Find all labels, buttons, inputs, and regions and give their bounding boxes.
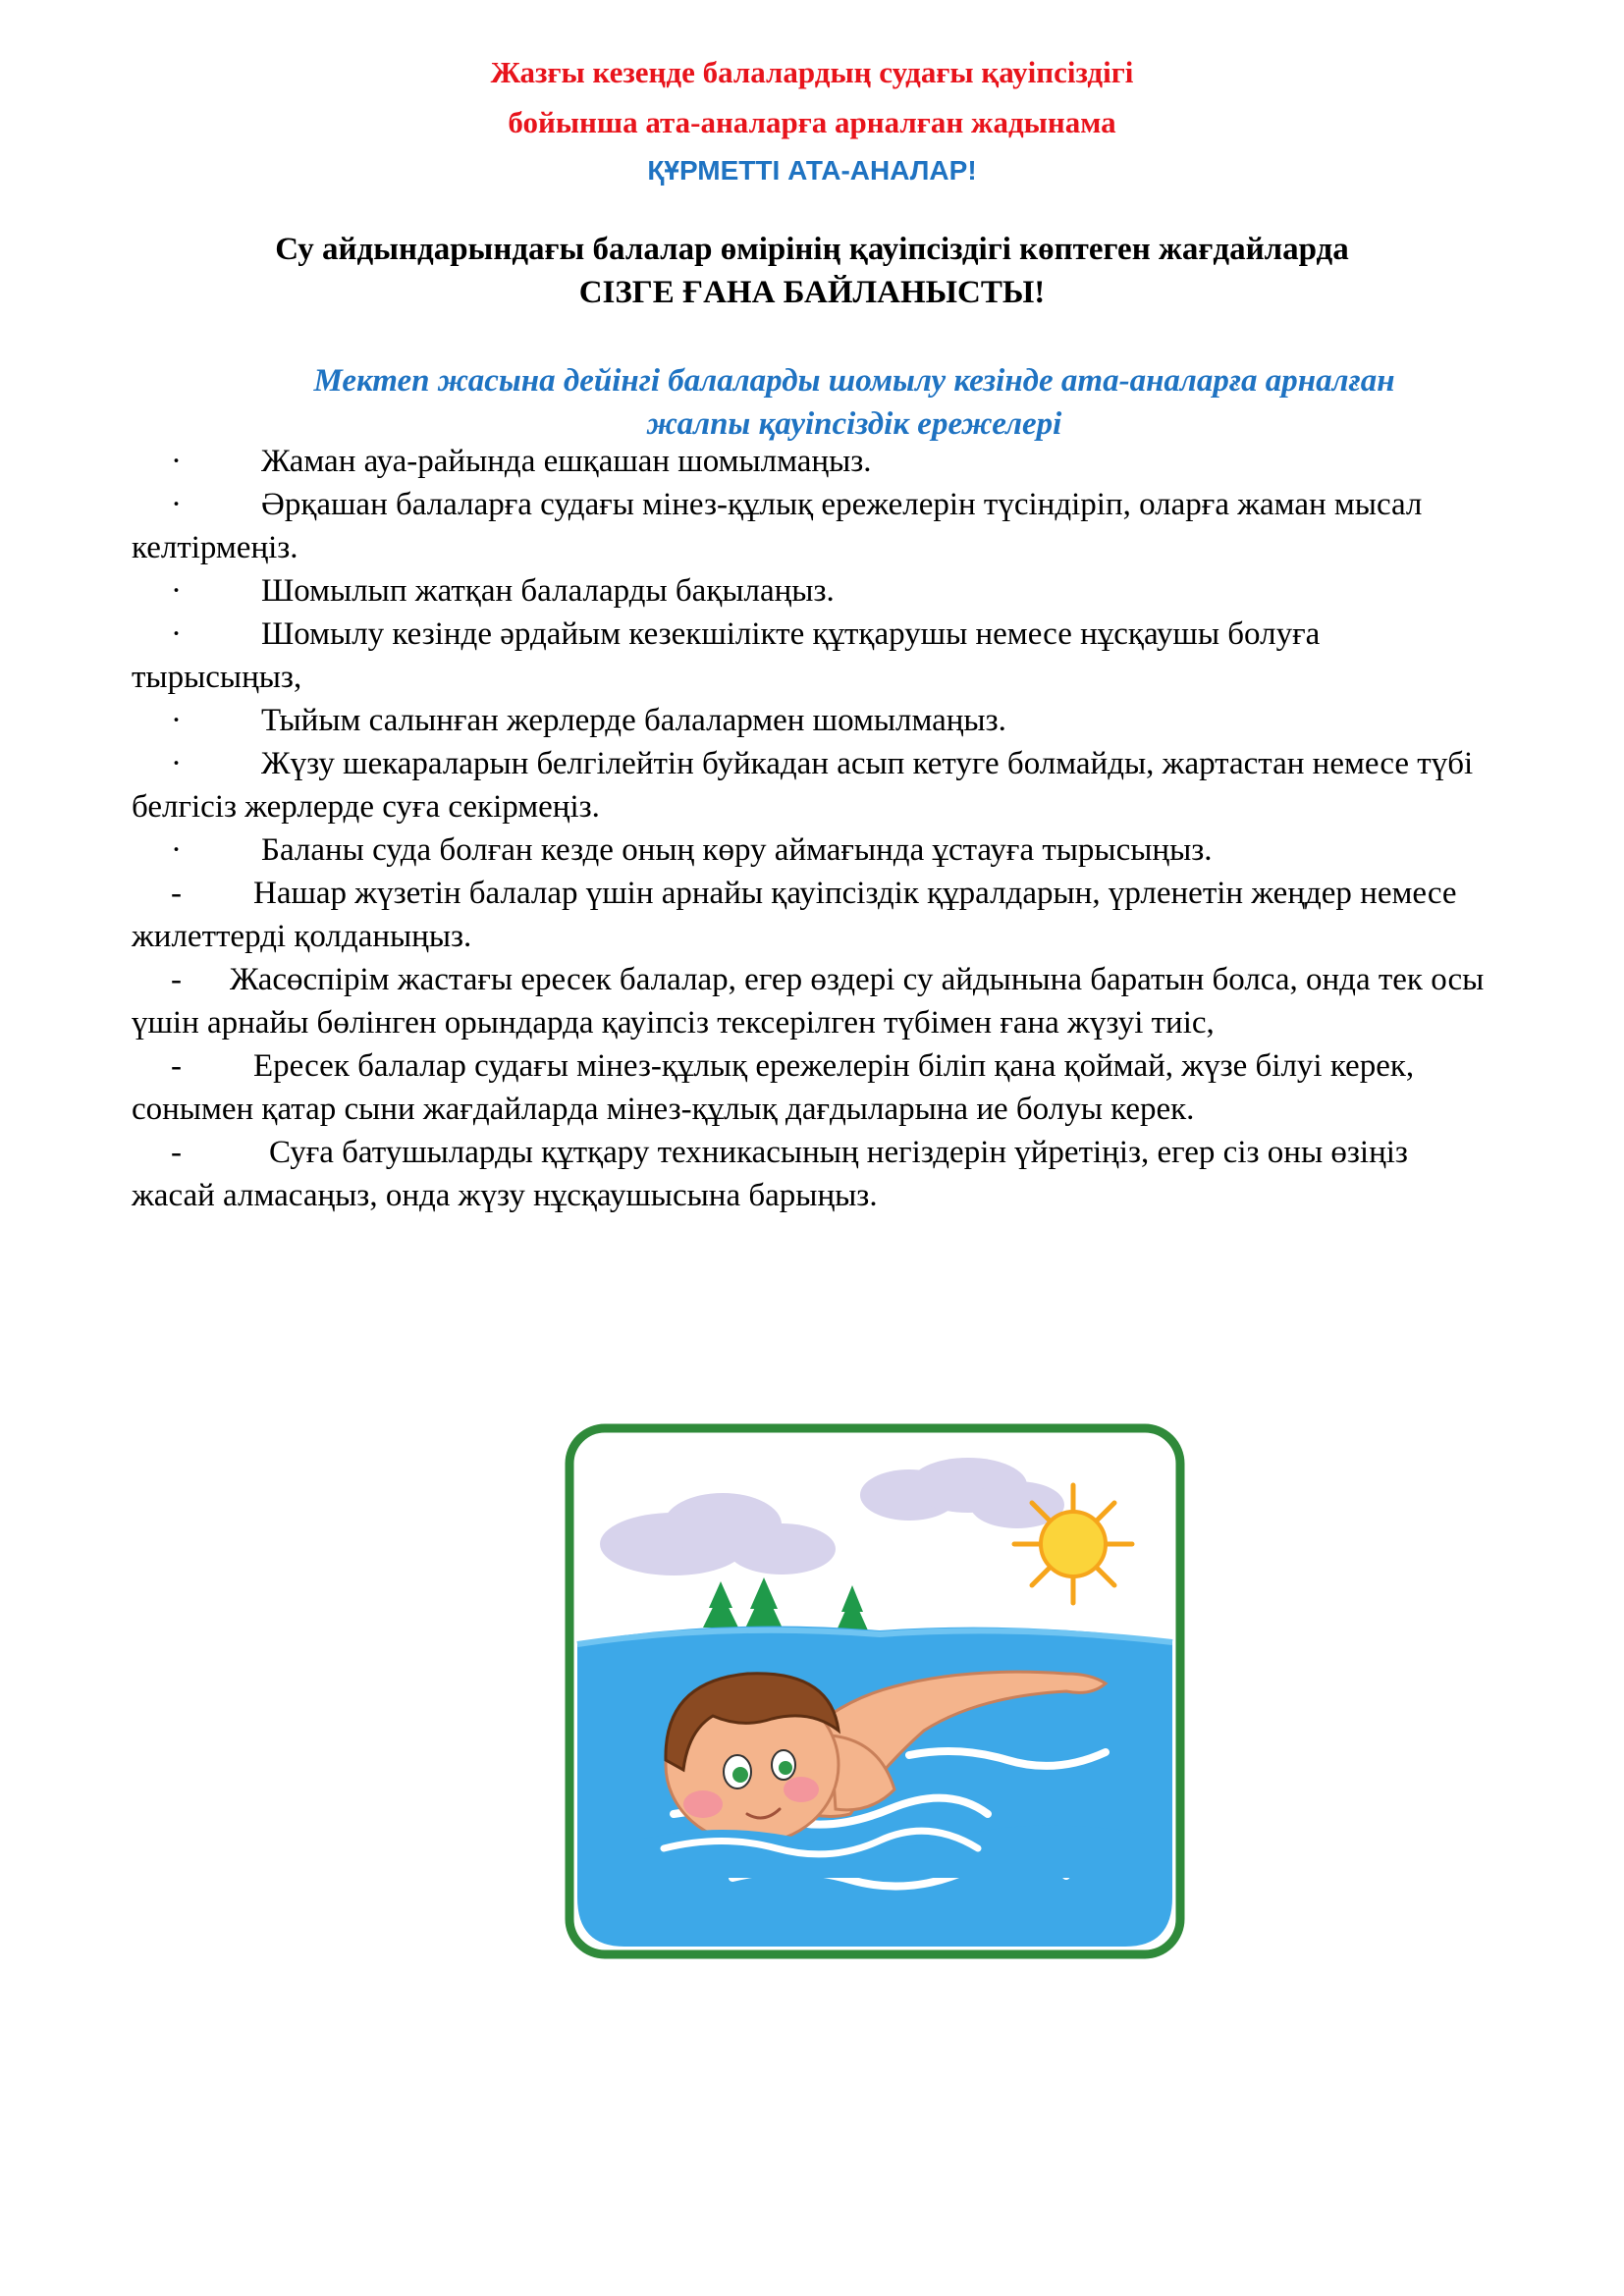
rule-marker: · (171, 573, 182, 609)
rule-marker: · (171, 703, 182, 738)
header-title-line-1: Жазғы кезеңде балалардың судағы қауіпсіздігі (490, 55, 1134, 89)
rule-item (0, 699, 1624, 742)
heading-line-1: Су айдындарындағы балалар өмірінің қауіпсіздігі көптеген жағдайларда (275, 232, 1349, 267)
rule-text: Нашар жүзетін балалар үшін арнайы қауіпсіздік құралдарын, үрленетін жеңдер немесе жилеттерді қолданыңыз. (132, 876, 1457, 954)
rule-marker: - (171, 1048, 182, 1084)
rule-text: Шомылып жатқан балаларды бақылаңыз. (261, 573, 835, 609)
header-title-line-2: бойынша ата-аналарға арналған жадынама (508, 105, 1116, 139)
pupil (732, 1767, 748, 1783)
sun-icon (1014, 1485, 1132, 1603)
rule-item (0, 742, 1624, 828)
swimming-boy-illustration (556, 1416, 1194, 1968)
rule-marker: · (171, 444, 182, 479)
rule-text: Жасөспірім жастағы ересек балалар, егер өздері су айдынына баратын болса, онда тек осы үшін арнайы бөлінген орындарда қауіпсіз тексерілген түбімен ғана жүзуі тиіс, (132, 962, 1485, 1041)
rule-item (0, 569, 1624, 613)
rule-text: Шомылу кезінде әрдайым кезекшілікте құтқарушы немесе нұсқаушы болуға тырысыңыз, (132, 616, 1321, 695)
rule-text: Жүзу шекараларын белгілейтін буйкадан асып кетуге болмайды, жартастан немесе түбі белгісіз жерлерде суға секірмеңіз. (132, 746, 1474, 825)
heading-line-2: СІЗГЕ ҒАНА БАЙЛАНЫСТЫ! (578, 275, 1046, 310)
rule-marker: · (171, 616, 182, 652)
rule-item (0, 1131, 1624, 1217)
rule-text: Ересек балалар судағы мінез-құлық ережелерін біліп қана қоймай, жүзе білуі керек, сонымен қатар сыни жағдайларда мінез-құлық дағдыларына ие болуы керек. (132, 1048, 1415, 1127)
rule-item (0, 440, 1624, 483)
header-greeting: ҚҰРМЕТТІ АТА-АНАЛАР! (647, 155, 977, 186)
cloud (728, 1523, 836, 1575)
rule-marker: - (171, 876, 182, 911)
rule-item (0, 958, 1624, 1044)
subheading-line-1: Мектеп жасына дейінгі балаларды шомылу кезінде ата-аналарға арналған (313, 363, 1395, 399)
swimmer-head (666, 1674, 839, 1843)
rule-item (0, 483, 1624, 569)
rule-item (0, 828, 1624, 872)
rule-text: Тыйым салынған жерлерде балалармен шомылмаңыз. (261, 703, 1006, 738)
rule-marker: · (171, 746, 182, 781)
cheek (784, 1777, 819, 1802)
rule-marker: · (171, 832, 182, 868)
rule-text: Суға батушыларды құтқару техникасының негіздерін үйретіңіз, егер сіз оны өзіңіз жасай алмасаңыз, онда жүзу нұсқаушысына барыңыз. (132, 1135, 1408, 1213)
rule-item (0, 613, 1624, 699)
rule-marker: · (171, 487, 182, 522)
pupil (779, 1761, 792, 1775)
rule-item (0, 872, 1624, 958)
rule-item (0, 1044, 1624, 1131)
rule-text: Әрқашан балаларға судағы мінез-құлық ережелерін түсіндіріп, оларға жаман мысал келтірмеңіз. (132, 487, 1423, 565)
rule-text: Баланы суда болған кезде оның көру аймағында ұстауға тырысыңыз. (261, 832, 1213, 868)
rule-text: Жаман ауа-райында ешқашан шомылмаңыз. (261, 444, 872, 479)
rule-marker: - (171, 962, 182, 997)
subheading-line-2: жалпы қауіпсіздік ережелері (646, 406, 1062, 442)
cheek (683, 1790, 723, 1818)
rules-list (0, 440, 1624, 1217)
rule-marker: - (171, 1135, 182, 1170)
